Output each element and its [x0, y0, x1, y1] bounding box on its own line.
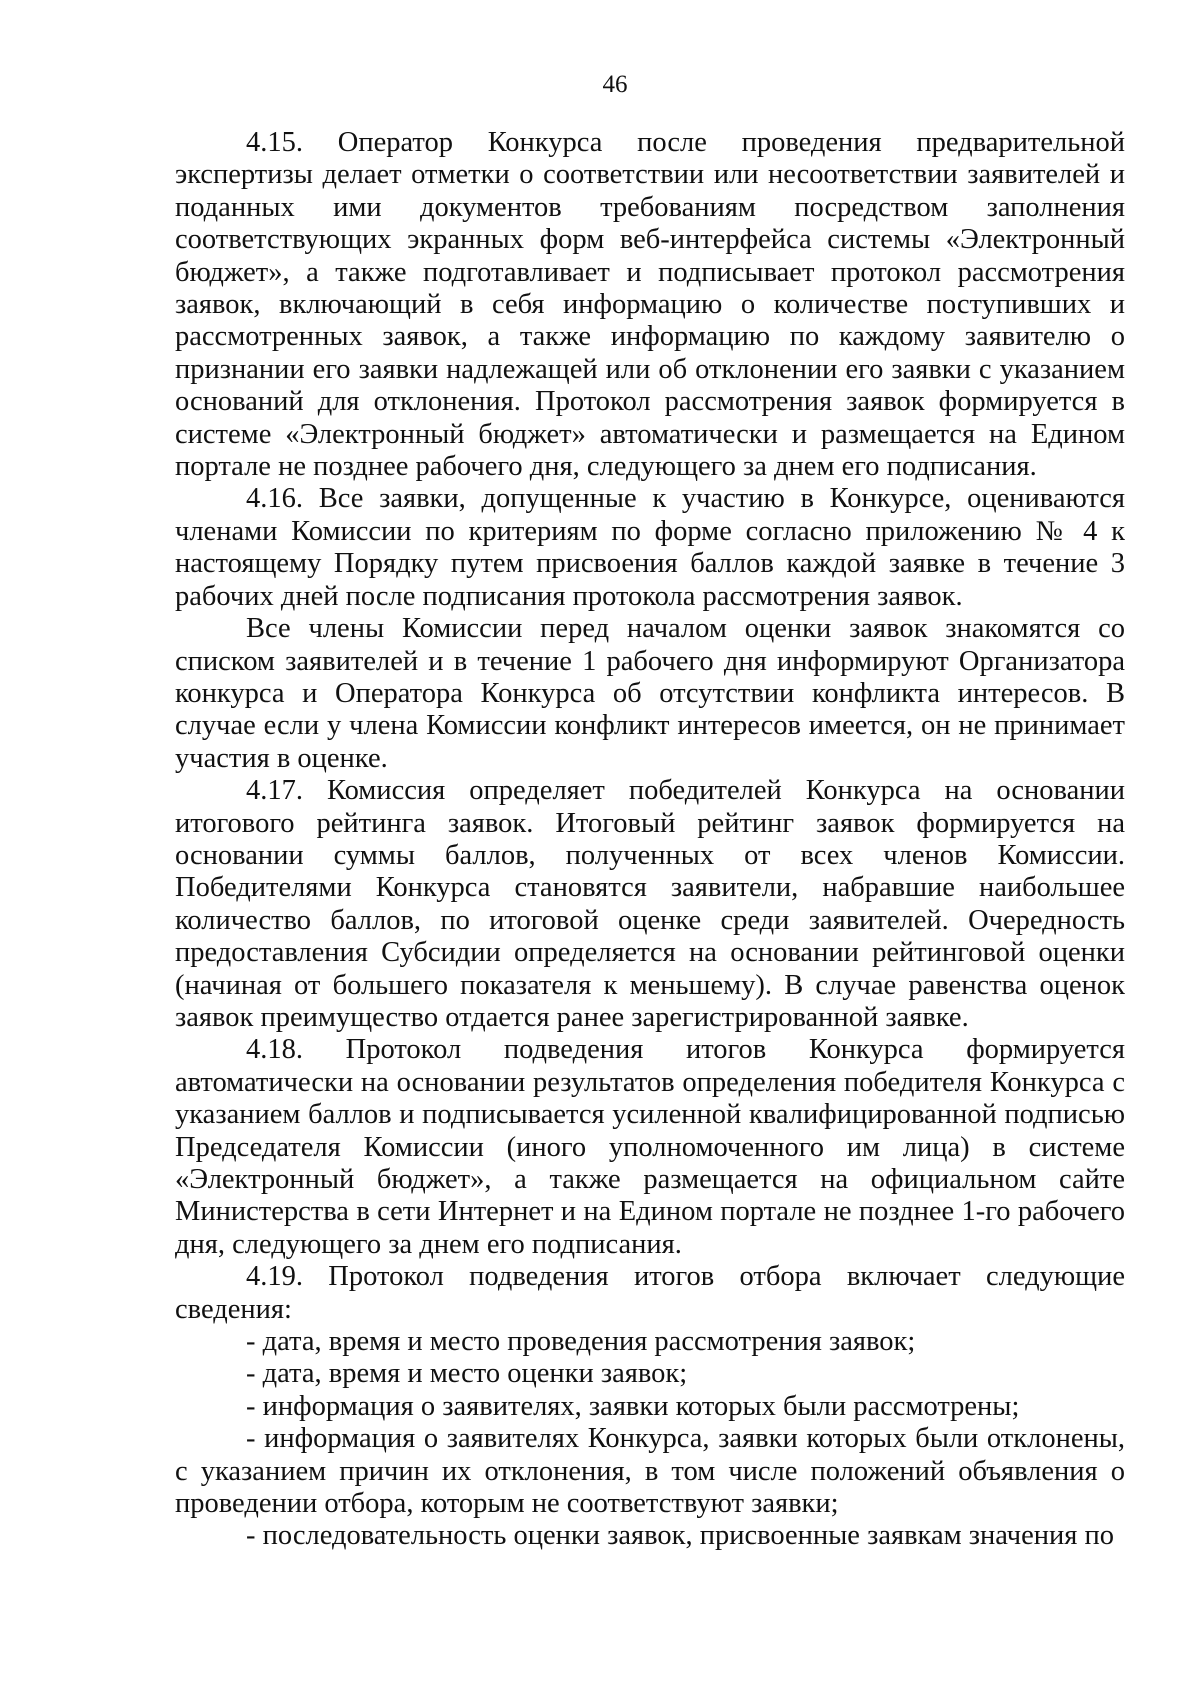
paragraph-4-18: 4.18. Протокол подведения итогов Конкурса формируется автоматически на основании результатов определения победителя Конкурса с указанием баллов и подписывается усиленной квалифицированной подписью Председателя Комиссии (иного уполномоченного им лица) в системе «Электронный бюджет», а также размещается на официальном сайте Министерства в сети Интернет и на Едином портале не позднее 1-го рабочего дня, следующего за днем его подписания.: [175, 1034, 1125, 1260]
paragraph-4-17: 4.17. Комиссия определяет победителей Конкурса на основании итогового рейтинга заявок. Итоговый рейтинг заявок формируется на основании суммы баллов, полученных от всех членов Комиссии. Победителями Конкурса становятся заявители, набравшие наибольшее количество баллов, по итоговой оценке среди заявителей. Очередность предоставления Субсидии определяется на основании рейтинговой оценки (начиная от большего показателя к меньшему). В случае равенства оценок заявок преимущество отдается ранее зарегистрированной заявке.: [175, 775, 1125, 1033]
list-item-evaluation-date: - дата, время и место оценки заявок;: [246, 1358, 688, 1390]
document-body: [175, 127, 1125, 1553]
list-item-reviewed-applicants: - информация о заявителях, заявки которых были рассмотрены;: [246, 1390, 1020, 1422]
list-item-review-date: - дата, время и место проведения рассмотрения заявок;: [246, 1326, 916, 1358]
paragraph-4-15: 4.15. Оператор Конкурса после проведения предварительной экспертизы делает отметки о соответствии или несоответствии заявителей и поданных ими документов требованиям посредством заполнения соответствующих экранных форм веб-интерфейса системы «Электронный бюджет», а также подготавливает и подписывает протокол рассмотрения заявок, включающий в себя информацию о количестве поступивших и рассмотренных заявок, а также информацию по каждому заявителю о признании его заявки надлежащей или об отклонении его заявки с указанием оснований для отклонения. Протокол рассмотрения заявок формируется в системе «Электронный бюджет» автоматически и размещается на Едином портале не позднее рабочего дня, следующего за днем его подписания.: [175, 127, 1125, 483]
list-item-rejected-applicants: - информация о заявителях Конкурса, заявки которых были отклонены, с указанием причин их отклонения, в том числе положений объявления о проведении отбора, которым не соответствуют заявки;: [175, 1423, 1125, 1520]
list-item-evaluation-sequence: - последовательность оценки заявок, присвоенные заявкам значения по: [246, 1520, 1115, 1552]
paragraph-conflict-of-interest: Все члены Комиссии перед началом оценки заявок знакомятся со списком заявителей и в течение 1 рабочего дня информируют Организатора конкурса и Оператора Конкурса об отсутствии конфликта интересов. В случае если у члена Комиссии конфликт интересов имеется, он не принимает участия в оценке.: [175, 613, 1125, 774]
paragraph-4-19: 4.19. Протокол подведения итогов отбора включает следующие сведения:: [175, 1261, 1125, 1325]
page-number: 46: [602, 71, 628, 98]
paragraph-4-16: 4.16. Все заявки, допущенные к участию в Конкурсе, оцениваются членами Комиссии по критериям по форме согласно приложению № 4 к настоящему Порядку путем присвоения баллов каждой заявке в течение 3 рабочих дней после подписания протокола рассмотрения заявок.: [175, 483, 1125, 612]
